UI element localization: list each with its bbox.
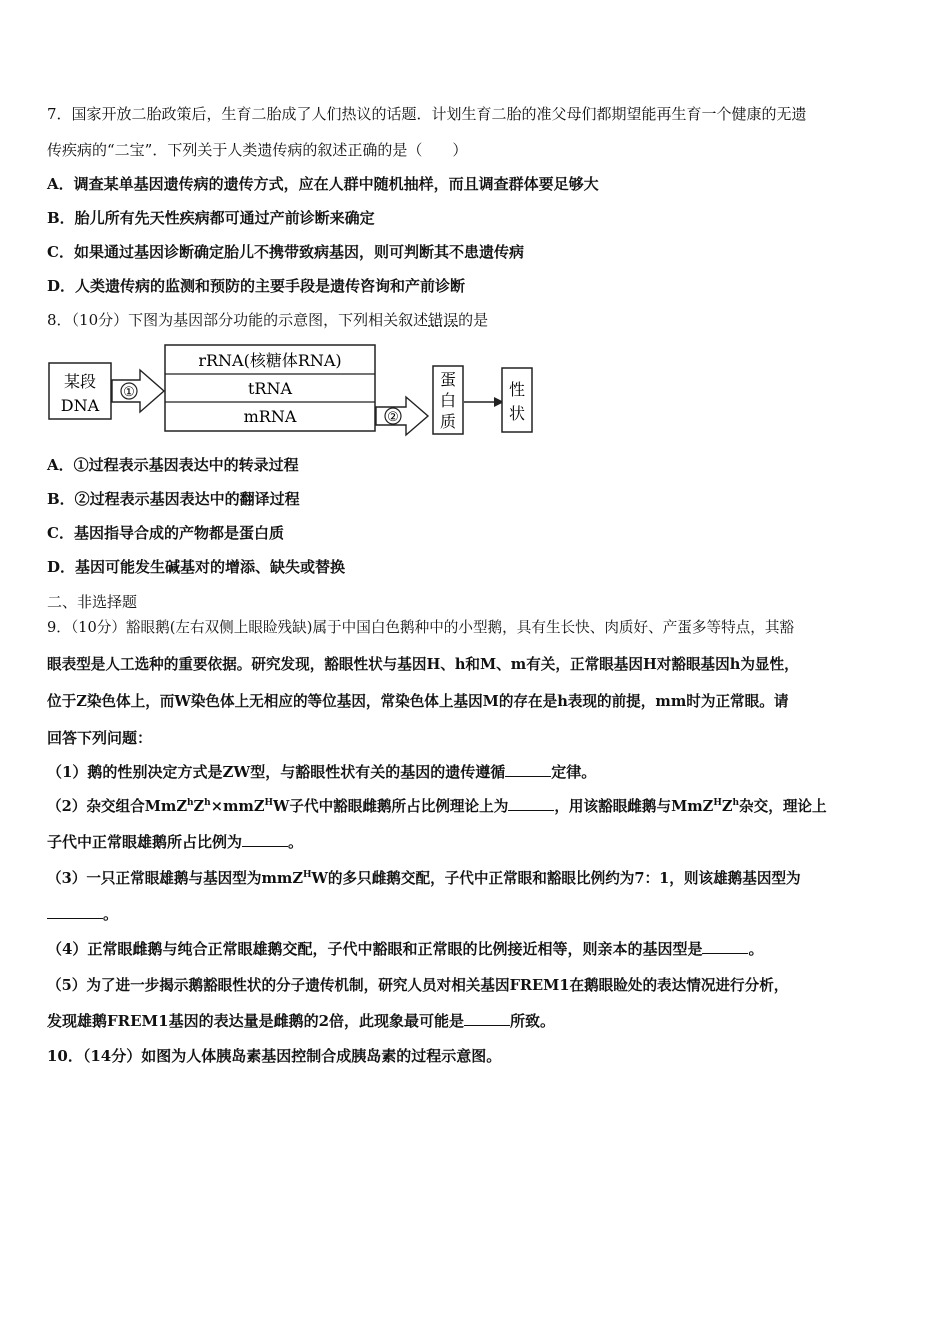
q9-part4 [47,938,763,959]
trna-label: tRNA [247,379,293,398]
q9-part2-text-e: ，用该豁眼雌鹅与MmZ [554,798,714,815]
trait-char1: 性 [508,380,526,399]
q7-option-b: B．胎儿所有先天性疾病都可通过产前诊断来确定 [47,209,375,227]
answer-blank[interactable] [505,763,551,777]
superscript: H [713,798,722,808]
q9-part2-text-l2: 子代中正常眼雄鹅所占比例为 [47,833,243,851]
rrna-label: rRNA(核糖体RNA) [198,351,342,370]
q9-part3-line2 [47,903,118,924]
q9-part2-line1 [47,795,827,816]
q8-stem-prefix: 8．（10分）下图为基因部分功能的示意图，下列相关叙述 [47,311,429,329]
dna-label-line1: 某段 [63,372,97,391]
q9-part4-end: 。 [748,940,764,958]
q7-stem-line2: 传疾病的“二宝”．下列关于人类遗传病的叙述正确的是（ ） [47,141,468,159]
mrna-label: mRNA [243,407,297,426]
q9-part2-text-g: 杂交，理论上 [739,798,827,815]
answer-blank[interactable] [508,797,554,811]
q10-stem: 10．（14分）如图为人体胰岛素基因控制合成胰岛素的过程示意图。 [47,1047,502,1065]
q8-stem-emphasis: 错误 [428,311,459,329]
q9-part3-text-b: W的多只雌鹅交配，子代中正常眼和豁眼比例约为7：1，则该雄鹅基因型为 [311,870,801,887]
q9-part5-end: 所致。 [510,1012,556,1030]
q8-option-c: C．基因指导合成的产物都是蛋白质 [47,524,284,542]
q8-stem [47,309,488,330]
q9-stem-line1: 9．（10分）豁眼鹅(左右双侧上眼睑残缺)属于中国白色鹅种中的小型鹅，具有生长快、肉质好、产蛋多等特点，其豁 [47,619,795,636]
protein-char3: 质 [439,412,457,431]
protein-char2: 白 [439,391,457,410]
q9-stem-line4: 回答下列问题： [47,729,153,747]
step2-label: ② [387,410,399,425]
q9-part3-end: 。 [103,905,119,923]
superscript: h [186,798,194,808]
q9-part2-text-c: ×mmZ [210,798,265,815]
q9-part1 [47,761,596,782]
q9-stem-line3: 位于Z染色体上，而W染色体上无相应的等位基因，常染色体上基因M的存在是h表现的前提，mm时为正常眼。请 [47,693,789,710]
q9-part2-text-b: Z [193,798,205,815]
superscript: H [264,798,273,808]
q8-option-a: A．①过程表示基因表达中的转录过程 [47,456,299,474]
superscript: H [303,870,312,880]
q9-part3-line1 [47,867,801,888]
arrow-step2 [376,397,428,435]
q7-option-a: A．调查某单基因遗传病的遗传方式，应在人群中随机抽样，而且调查群体要足够大 [47,175,599,193]
q9-part4-text: （4）正常眼雌鹅与纯合正常眼雄鹅交配，子代中豁眼和正常眼的比例接近相等，则亲本的基因型是 [47,940,703,958]
section-heading: 二、非选择题 [47,593,138,611]
superscript: h [732,798,740,808]
q9-part1-text: （1）鹅的性别决定方式是ZW型，与豁眼性状有关的基因的遗传遵循 [47,763,506,781]
step1-label: ① [123,385,135,400]
q8-stem-suffix: 的是 [458,311,489,329]
q9-part2-line2 [47,831,303,852]
answer-blank[interactable] [242,833,288,847]
trait-char2: 状 [508,404,526,423]
superscript: h [204,798,211,808]
q7-stem-line1: 7．国家开放二胎政策后，生育二胎成了人们热议的话题．计划生育二胎的准父母们都期望能再生育一个健康的无遗 [47,105,807,123]
q7-option-d: D．人类遗传病的监测和预防的主要手段是遗传咨询和产前诊断 [47,277,466,295]
q9-part2-text-f: Z [721,798,733,815]
q8-option-b: B．②过程表示基因表达中的翻译过程 [47,490,300,508]
q9-part2-end: 。 [288,833,304,851]
q9-part5-line1: （5）为了进一步揭示鹅豁眼性状的分子遗传机制，研究人员对相关基因FREM1在鹅眼睑处的表达情况进行分析， [47,977,789,994]
q9-stem-line2: 眼表型是人工选种的重要依据。研究发现，豁眼性状与基因H、h和M、m有关，正常眼基因H对豁眼基因h为显性， [47,656,799,673]
q9-part1-end: 定律。 [551,763,597,781]
dna-label-line2: DNA [60,396,100,415]
protein-char1: 蛋 [439,370,457,389]
q7-option-c: C．如果通过基因诊断确定胎儿不携带致病基因，则可判断其不患遗传病 [47,243,524,261]
answer-blank[interactable] [464,1012,510,1026]
q9-part5-line2 [47,1010,555,1031]
arrow-step1 [112,370,164,412]
answer-blank[interactable] [47,905,103,919]
q9-part2-text-d: W子代中豁眼雌鹅所占比例理论上为 [273,798,509,815]
answer-blank[interactable] [702,940,748,954]
q9-part2-text-a: （2）杂交组合MmZ [47,798,187,815]
q8-option-d: D．基因可能发生碱基对的增添、缺失或替换 [47,558,346,576]
gene-function-diagram [40,338,540,442]
q9-part3-text-a: （3）一只正常眼雄鹅与基因型为mmZ [47,870,304,887]
q9-part5-text: 发现雄鹅FREM1基因的表达量是雌鹅的2倍，此现象最可能是 [47,1012,465,1030]
